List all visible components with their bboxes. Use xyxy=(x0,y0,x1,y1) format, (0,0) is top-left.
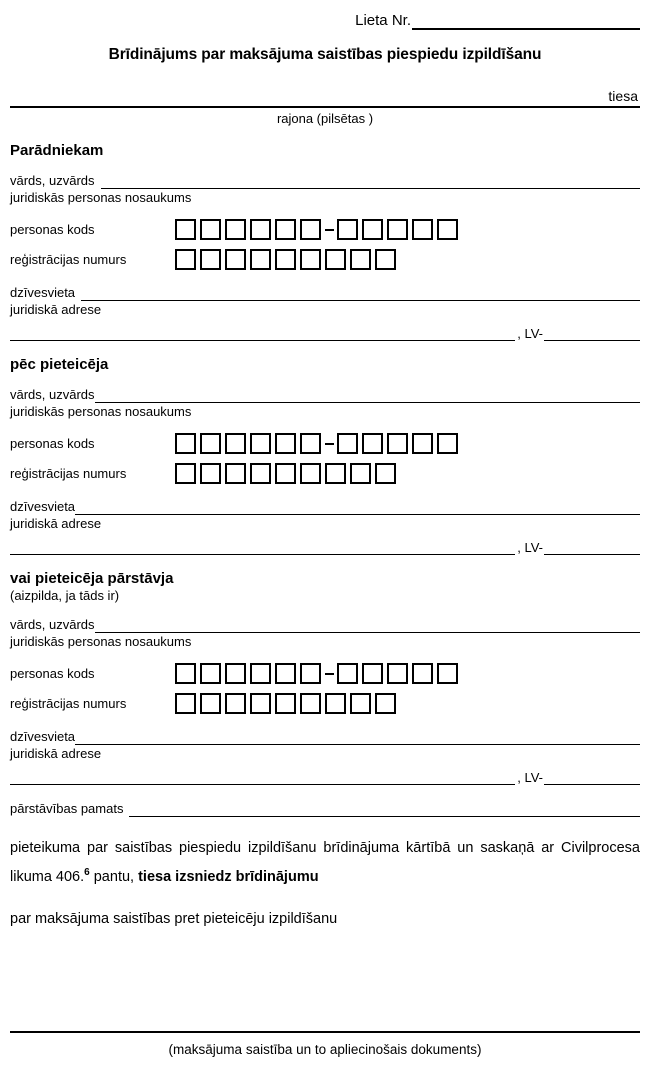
code-box[interactable] xyxy=(225,693,246,714)
personal-code-label: personas kods xyxy=(10,221,95,237)
address-label: dzīvesvieta xyxy=(10,499,76,514)
page-title: Brīdinājums par maksājuma saistības piespiedu izpildīšanu xyxy=(108,46,542,63)
address-input[interactable] xyxy=(81,287,640,301)
code-box[interactable] xyxy=(275,663,296,684)
registration-number-label: reģistrācijas numurs xyxy=(10,251,127,267)
postal-prefix-label: , LV- xyxy=(517,540,543,555)
code-box[interactable] xyxy=(250,693,271,714)
code-box[interactable] xyxy=(412,663,433,684)
code-box[interactable] xyxy=(362,219,383,240)
court-name-input[interactable] xyxy=(10,106,640,108)
section-note: (aizpilda, ja tāds ir) xyxy=(10,588,120,603)
code-box[interactable] xyxy=(250,463,271,484)
postal-code-input[interactable] xyxy=(544,541,640,555)
registration-number-row xyxy=(10,460,640,487)
code-box[interactable] xyxy=(225,219,246,240)
section-heading: Parādniekam xyxy=(10,142,104,159)
code-box[interactable] xyxy=(200,219,221,240)
personal-code-row xyxy=(10,660,640,687)
legal-address-label: juridiskā adrese xyxy=(10,746,102,761)
code-box[interactable] xyxy=(275,693,296,714)
code-box[interactable] xyxy=(275,219,296,240)
code-box[interactable] xyxy=(175,433,196,454)
name-row xyxy=(10,617,640,633)
code-box[interactable] xyxy=(300,219,321,240)
code-box[interactable] xyxy=(375,249,396,270)
address-label: dzīvesvieta xyxy=(10,285,76,300)
code-box[interactable] xyxy=(325,249,346,270)
case-number-input[interactable] xyxy=(412,13,640,30)
code-box[interactable] xyxy=(200,693,221,714)
code-box[interactable] xyxy=(337,219,358,240)
code-box[interactable] xyxy=(175,219,196,240)
address-continuation-input[interactable] xyxy=(10,771,515,785)
address-continuation-input[interactable] xyxy=(10,327,515,341)
address-row xyxy=(10,729,640,745)
case-number-row xyxy=(10,0,640,30)
code-box[interactable] xyxy=(387,433,408,454)
personal-code-row xyxy=(10,430,640,457)
body-paragraph-part1: pieteikuma par saistības piespiedu izpildīšanu brīdinājuma kārtībā un saskaņā ar Civilprocesa likuma 406. xyxy=(10,840,640,885)
article-superscript: 6 xyxy=(84,867,90,879)
postal-code-input[interactable] xyxy=(544,327,640,341)
obligation-document-input[interactable] xyxy=(10,1031,640,1033)
code-box[interactable] xyxy=(200,463,221,484)
code-box[interactable] xyxy=(325,693,346,714)
code-box[interactable] xyxy=(250,433,271,454)
code-box[interactable] xyxy=(325,463,346,484)
code-box[interactable] xyxy=(350,463,371,484)
postal-code-row xyxy=(10,327,640,341)
personal-code-row xyxy=(10,216,640,243)
code-box[interactable] xyxy=(362,663,383,684)
name-input[interactable] xyxy=(101,175,640,189)
dash-separator-icon xyxy=(325,229,334,231)
registration-number-row xyxy=(10,246,640,273)
representation-basis-input[interactable] xyxy=(129,803,640,817)
code-box[interactable] xyxy=(375,693,396,714)
code-box[interactable] xyxy=(387,219,408,240)
registration-number-label: reģistrācijas numurs xyxy=(10,695,127,711)
body-paragraph-bold: tiesa izsniedz brīdinājumu xyxy=(138,869,319,885)
code-box[interactable] xyxy=(412,433,433,454)
code-boxes-group xyxy=(10,660,640,717)
footer-caption: (maksājuma saistība un to apliecinošais dokuments) xyxy=(168,1042,482,1057)
body-paragraph xyxy=(10,834,640,892)
body-paragraph-part2: pantu, xyxy=(89,869,139,885)
address-continuation-input[interactable] xyxy=(10,541,515,555)
case-number-label: Lieta Nr. xyxy=(355,12,411,29)
name-label: vārds, uzvārds xyxy=(10,173,95,188)
body-paragraph-second: par maksājuma saistības pret pieteicēju izpildīšanu xyxy=(10,911,338,927)
code-box[interactable] xyxy=(250,249,271,270)
personal-code-boxes xyxy=(175,663,462,684)
code-box[interactable] xyxy=(300,693,321,714)
code-box[interactable] xyxy=(200,663,221,684)
code-box[interactable] xyxy=(225,433,246,454)
code-box[interactable] xyxy=(175,463,196,484)
legal-entity-name-label: juridiskās personas nosaukums xyxy=(10,634,192,649)
code-box[interactable] xyxy=(175,249,196,270)
postal-prefix-label: , LV- xyxy=(517,770,543,785)
legal-entity-name-label: juridiskās personas nosaukums xyxy=(10,190,192,205)
code-box[interactable] xyxy=(300,433,321,454)
code-box[interactable] xyxy=(250,219,271,240)
code-box[interactable] xyxy=(225,249,246,270)
dash-separator-icon xyxy=(325,443,334,445)
section-representative xyxy=(10,569,640,785)
name-row xyxy=(10,387,640,403)
legal-address-label: juridiskā adrese xyxy=(10,516,102,531)
name-input[interactable] xyxy=(95,619,640,633)
address-row xyxy=(10,499,640,515)
personal-code-boxes xyxy=(175,219,462,240)
legal-entity-name-label: juridiskās personas nosaukums xyxy=(10,404,192,419)
code-box[interactable] xyxy=(362,433,383,454)
code-box[interactable] xyxy=(175,693,196,714)
court-block xyxy=(10,88,640,127)
name-label: vārds, uzvārds xyxy=(10,617,95,632)
code-box[interactable] xyxy=(275,249,296,270)
code-box[interactable] xyxy=(250,663,271,684)
code-box[interactable] xyxy=(412,219,433,240)
code-box[interactable] xyxy=(300,463,321,484)
address-row xyxy=(10,285,640,301)
code-box[interactable] xyxy=(437,663,458,684)
code-box[interactable] xyxy=(275,463,296,484)
section-heading: vai pieteicēja pārstāvja xyxy=(10,570,174,587)
section-applicant xyxy=(10,355,640,555)
code-box[interactable] xyxy=(300,249,321,270)
personal-code-label: personas kods xyxy=(10,435,95,451)
code-box[interactable] xyxy=(350,249,371,270)
name-label: vārds, uzvārds xyxy=(10,387,95,402)
postal-code-row xyxy=(10,541,640,555)
footer-block xyxy=(10,1031,640,1058)
code-boxes-group xyxy=(10,216,640,273)
code-box[interactable] xyxy=(200,249,221,270)
code-box[interactable] xyxy=(350,693,371,714)
code-box[interactable] xyxy=(275,433,296,454)
code-box[interactable] xyxy=(387,663,408,684)
code-box[interactable] xyxy=(375,463,396,484)
code-boxes-group xyxy=(10,430,640,487)
code-box[interactable] xyxy=(437,433,458,454)
code-box[interactable] xyxy=(225,463,246,484)
code-box[interactable] xyxy=(225,663,246,684)
section-heading: pēc pieteicēja xyxy=(10,356,109,373)
code-box[interactable] xyxy=(300,663,321,684)
personal-code-boxes xyxy=(175,433,462,454)
court-word-label: tiesa xyxy=(608,88,638,104)
name-input[interactable] xyxy=(95,389,640,403)
postal-code-input[interactable] xyxy=(544,771,640,785)
code-box[interactable] xyxy=(200,433,221,454)
address-label: dzīvesvieta xyxy=(10,729,76,744)
dash-separator-icon xyxy=(325,673,334,675)
postal-prefix-label: , LV- xyxy=(517,326,543,341)
section-debtor xyxy=(10,141,640,341)
postal-code-row xyxy=(10,771,640,785)
address-input[interactable] xyxy=(75,731,640,745)
name-row xyxy=(10,173,640,189)
code-box[interactable] xyxy=(337,433,358,454)
registration-number-row xyxy=(10,690,640,717)
registration-number-boxes xyxy=(175,463,400,484)
representation-basis-label: pārstāvības pamats xyxy=(10,801,124,816)
code-box[interactable] xyxy=(175,663,196,684)
representation-basis-row xyxy=(10,801,640,817)
personal-code-label: personas kods xyxy=(10,665,95,681)
registration-number-boxes xyxy=(175,693,400,714)
address-input[interactable] xyxy=(75,501,640,515)
code-box[interactable] xyxy=(437,219,458,240)
code-box[interactable] xyxy=(337,663,358,684)
legal-address-label: juridiskā adrese xyxy=(10,302,102,317)
registration-number-label: reģistrācijas numurs xyxy=(10,465,127,481)
court-caption: rajona (pilsētas ) xyxy=(276,111,374,126)
registration-number-boxes xyxy=(175,249,400,270)
